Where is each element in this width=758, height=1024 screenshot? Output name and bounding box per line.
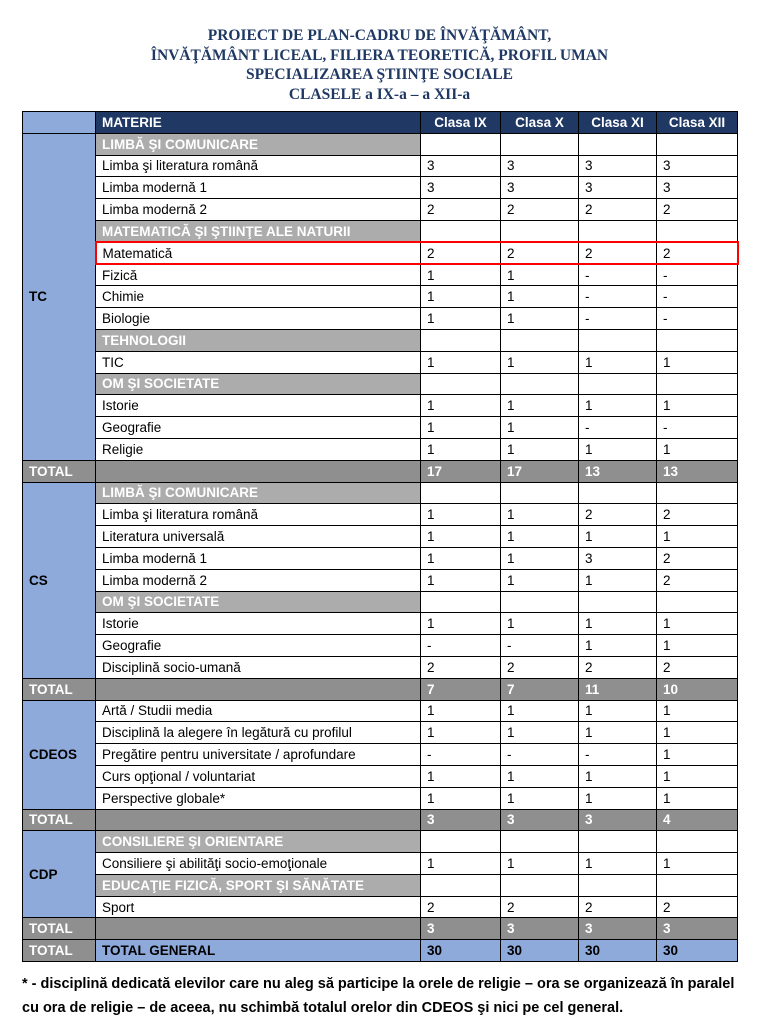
- subject-row: [23, 635, 738, 657]
- subject-name-cell: Disciplină la alegere în legătură cu profilul: [96, 722, 421, 744]
- subject-name-cell: Limba modernă 1: [96, 547, 421, 569]
- empty-value-cell: [421, 329, 501, 351]
- subject-name-cell: Limba şi literatura română: [96, 504, 421, 526]
- value-cell: 2: [501, 896, 579, 918]
- value-cell: -: [421, 744, 501, 766]
- subject-row: [23, 199, 738, 221]
- empty-value-cell: [421, 591, 501, 613]
- empty-value-cell: [501, 874, 579, 896]
- value-cell: 2: [501, 199, 579, 221]
- section-header-cell: LIMBĂ ŞI COMUNICARE: [96, 133, 421, 155]
- value-cell: 1: [501, 308, 579, 330]
- subject-name-cell: Limba şi literatura română: [96, 155, 421, 177]
- empty-value-cell: [421, 482, 501, 504]
- value-cell: 1: [421, 351, 501, 373]
- section-header-cell: OM ŞI SOCIETATE: [96, 591, 421, 613]
- value-cell: 1: [421, 504, 501, 526]
- value-cell: 1: [501, 853, 579, 875]
- section-row: [23, 373, 738, 395]
- value-cell: 2: [421, 896, 501, 918]
- subject-name-cell: Istorie: [96, 395, 421, 417]
- value-cell: 1: [421, 308, 501, 330]
- value-cell: 1: [657, 351, 738, 373]
- empty-value-cell: [501, 591, 579, 613]
- section-header-cell: EDUCAŢIE FIZICĂ, SPORT ŞI SĂNĂTATE: [96, 874, 421, 896]
- section-row: [23, 831, 738, 853]
- value-cell: 1: [421, 765, 501, 787]
- value-cell: 1: [657, 635, 738, 657]
- value-cell: 1: [579, 395, 657, 417]
- value-cell: 2: [421, 656, 501, 678]
- subject-name-cell: Artă / Studii media: [96, 700, 421, 722]
- value-cell: -: [657, 264, 738, 286]
- total-value-cell: 3: [501, 809, 579, 831]
- grand-row: [23, 940, 738, 962]
- empty-value-cell: [657, 874, 738, 896]
- subject-row: [23, 896, 738, 918]
- value-cell: 2: [657, 242, 738, 264]
- group-cell-cs: CS: [23, 482, 96, 678]
- empty-value-cell: [501, 133, 579, 155]
- column-header-clasa-x: Clasa X: [501, 112, 579, 134]
- value-cell: 3: [421, 177, 501, 199]
- value-cell: -: [657, 417, 738, 439]
- corner-cell: [23, 112, 96, 134]
- empty-value-cell: [421, 133, 501, 155]
- value-cell: 1: [579, 635, 657, 657]
- subject-name-cell: Disciplină socio-umană: [96, 656, 421, 678]
- subject-row: [23, 744, 738, 766]
- value-cell: 1: [421, 787, 501, 809]
- subject-name-cell: Matematică: [96, 242, 421, 264]
- value-cell: 2: [657, 896, 738, 918]
- value-cell: 1: [501, 351, 579, 373]
- value-cell: 1: [579, 438, 657, 460]
- subject-name-cell: Geografie: [96, 417, 421, 439]
- total-value-cell: 3: [579, 918, 657, 940]
- subject-name-cell: TIC: [96, 351, 421, 373]
- value-cell: -: [579, 744, 657, 766]
- empty-value-cell: [579, 220, 657, 242]
- section-row: [23, 874, 738, 896]
- value-cell: 1: [657, 722, 738, 744]
- section-row: [23, 591, 738, 613]
- value-cell: 2: [657, 547, 738, 569]
- value-cell: 1: [501, 722, 579, 744]
- value-cell: 2: [421, 199, 501, 221]
- value-cell: -: [501, 744, 579, 766]
- subject-row: [23, 787, 738, 809]
- subject-row: [23, 722, 738, 744]
- group-cell-cdp: CDP: [23, 831, 96, 918]
- value-cell: 3: [501, 177, 579, 199]
- subject-name-cell: Curs opţional / voluntariat: [96, 765, 421, 787]
- total-value-cell: 7: [421, 678, 501, 700]
- value-cell: 1: [421, 417, 501, 439]
- subject-row: [23, 308, 738, 330]
- section-row: [23, 220, 738, 242]
- value-cell: -: [657, 286, 738, 308]
- value-cell: 1: [579, 787, 657, 809]
- total-value-cell: 4: [657, 809, 738, 831]
- empty-value-cell: [579, 133, 657, 155]
- value-cell: 3: [579, 547, 657, 569]
- section-header-cell: LIMBĂ ŞI COMUNICARE: [96, 482, 421, 504]
- subject-row: [23, 395, 738, 417]
- column-header-clasa-ix: Clasa IX: [421, 112, 501, 134]
- value-cell: 1: [579, 700, 657, 722]
- total-spacer-cell: [96, 678, 421, 700]
- group-cell-tc: TC: [23, 133, 96, 460]
- subject-row: [23, 700, 738, 722]
- column-header-materie: MATERIE: [96, 112, 421, 134]
- grand-total-value-cell: 30: [579, 940, 657, 962]
- empty-value-cell: [501, 373, 579, 395]
- empty-value-cell: [501, 329, 579, 351]
- empty-value-cell: [579, 874, 657, 896]
- total-row: [23, 678, 738, 700]
- total-value-cell: 17: [421, 460, 501, 482]
- total-value-cell: 3: [579, 809, 657, 831]
- empty-value-cell: [657, 329, 738, 351]
- value-cell: 2: [579, 656, 657, 678]
- subject-name-cell: Religie: [96, 438, 421, 460]
- subject-row: [23, 613, 738, 635]
- value-cell: 3: [579, 155, 657, 177]
- subject-row: [23, 569, 738, 591]
- value-cell: 1: [421, 722, 501, 744]
- value-cell: 1: [421, 286, 501, 308]
- value-cell: 1: [579, 613, 657, 635]
- footnote: * - disciplină dedicată elevilor care nu aleg să participe la orele de religie – ora se organizează în paralel cu ora de religie – de aceea, nu schimbă totalul orelor din CDEOS şi nici pe cel general.: [22, 976, 735, 1017]
- value-cell: 1: [421, 526, 501, 548]
- value-cell: 1: [501, 438, 579, 460]
- subject-row: [23, 765, 738, 787]
- total-value-cell: 3: [501, 918, 579, 940]
- value-cell: 1: [421, 395, 501, 417]
- value-cell: 1: [579, 853, 657, 875]
- total-label-cell: TOTAL: [23, 809, 96, 831]
- value-cell: 1: [421, 569, 501, 591]
- value-cell: 1: [657, 700, 738, 722]
- value-cell: 1: [501, 264, 579, 286]
- document-title: [22, 26, 737, 104]
- value-cell: -: [579, 308, 657, 330]
- value-cell: 2: [657, 656, 738, 678]
- value-cell: 1: [657, 787, 738, 809]
- value-cell: 3: [579, 177, 657, 199]
- title-line-3: SPECIALIZAREA ŞTIINŢE SOCIALE: [245, 66, 514, 83]
- total-value-cell: 3: [421, 809, 501, 831]
- value-cell: 1: [657, 438, 738, 460]
- total-value-cell: 13: [579, 460, 657, 482]
- value-cell: 1: [501, 613, 579, 635]
- empty-value-cell: [501, 831, 579, 853]
- value-cell: 2: [657, 504, 738, 526]
- total-row: [23, 918, 738, 940]
- subject-name-cell: Istorie: [96, 613, 421, 635]
- value-cell: 1: [657, 744, 738, 766]
- subject-name-cell: Limba modernă 1: [96, 177, 421, 199]
- value-cell: 2: [579, 896, 657, 918]
- value-cell: 1: [501, 547, 579, 569]
- subject-name-cell: Fizică: [96, 264, 421, 286]
- total-value-cell: 11: [579, 678, 657, 700]
- subject-row: [23, 417, 738, 439]
- value-cell: 1: [501, 286, 579, 308]
- value-cell: 1: [501, 700, 579, 722]
- value-cell: 1: [579, 722, 657, 744]
- value-cell: 1: [501, 417, 579, 439]
- subject-name-cell: Sport: [96, 896, 421, 918]
- subject-row: [23, 351, 738, 373]
- empty-value-cell: [657, 133, 738, 155]
- subject-name-cell: Perspective globale*: [96, 787, 421, 809]
- total-row: [23, 809, 738, 831]
- group-cell-cdeos: CDEOS: [23, 700, 96, 809]
- section-header-cell: MATEMATICĂ ŞI ŞTIINŢE ALE NATURII: [96, 220, 421, 242]
- header-row: [23, 112, 738, 134]
- total-value-cell: 13: [657, 460, 738, 482]
- value-cell: 1: [657, 526, 738, 548]
- subject-name-cell: Geografie: [96, 635, 421, 657]
- subject-row: [23, 438, 738, 460]
- subject-row: [23, 547, 738, 569]
- empty-value-cell: [501, 220, 579, 242]
- title-line-2: ÎNVĂŢĂMÂNT LICEAL, FILIERA TEORETICĂ, PROFIL UMAN: [150, 46, 609, 64]
- subject-row: [23, 286, 738, 308]
- empty-value-cell: [579, 591, 657, 613]
- value-cell: 1: [501, 569, 579, 591]
- value-cell: 1: [657, 613, 738, 635]
- title-line-4: CLASELE a IX-a – a XII-a: [288, 85, 471, 103]
- value-cell: 1: [501, 765, 579, 787]
- empty-value-cell: [421, 220, 501, 242]
- section-row: [23, 329, 738, 351]
- value-cell: 1: [501, 504, 579, 526]
- value-cell: -: [579, 286, 657, 308]
- total-label-cell: TOTAL: [23, 460, 96, 482]
- total-value-cell: 10: [657, 678, 738, 700]
- section-header-cell: CONSILIERE ŞI ORIENTARE: [96, 831, 421, 853]
- column-header-clasa-xi: Clasa XI: [579, 112, 657, 134]
- value-cell: -: [421, 635, 501, 657]
- plan-table: [22, 111, 739, 962]
- value-cell: 1: [579, 569, 657, 591]
- subject-name-cell: Pregătire pentru universitate / aprofundare: [96, 744, 421, 766]
- value-cell: 1: [657, 395, 738, 417]
- value-cell: 3: [657, 155, 738, 177]
- empty-value-cell: [579, 373, 657, 395]
- section-header-cell: TEHNOLOGII: [96, 329, 421, 351]
- section-header-cell: OM ŞI SOCIETATE: [96, 373, 421, 395]
- subject-name-cell: Chimie: [96, 286, 421, 308]
- value-cell: 1: [657, 853, 738, 875]
- value-cell: 1: [579, 765, 657, 787]
- value-cell: 1: [579, 351, 657, 373]
- subject-name-cell: Limba modernă 2: [96, 569, 421, 591]
- value-cell: 1: [501, 395, 579, 417]
- value-cell: 1: [501, 787, 579, 809]
- value-cell: -: [657, 308, 738, 330]
- value-cell: 1: [579, 526, 657, 548]
- value-cell: 2: [421, 242, 501, 264]
- value-cell: 1: [421, 547, 501, 569]
- empty-value-cell: [657, 220, 738, 242]
- grand-total-value-cell: 30: [501, 940, 579, 962]
- value-cell: 1: [501, 526, 579, 548]
- value-cell: 1: [657, 765, 738, 787]
- value-cell: 3: [657, 177, 738, 199]
- value-cell: 1: [421, 438, 501, 460]
- subject-row: [23, 155, 738, 177]
- value-cell: 1: [421, 700, 501, 722]
- title-line-1: PROIECT DE PLAN-CADRU DE ÎNVĂŢĂMÂNT,: [207, 27, 552, 44]
- value-cell: 2: [579, 504, 657, 526]
- total-value-cell: 7: [501, 678, 579, 700]
- empty-value-cell: [501, 482, 579, 504]
- value-cell: 1: [421, 613, 501, 635]
- empty-value-cell: [421, 831, 501, 853]
- value-cell: 2: [657, 569, 738, 591]
- value-cell: 2: [579, 199, 657, 221]
- value-cell: 2: [501, 242, 579, 264]
- grand-total-value-cell: 30: [657, 940, 738, 962]
- total-spacer-cell: [96, 460, 421, 482]
- value-cell: 2: [657, 199, 738, 221]
- total-row: [23, 460, 738, 482]
- empty-value-cell: [579, 329, 657, 351]
- subject-row: [23, 264, 738, 286]
- section-row: [23, 482, 738, 504]
- empty-value-cell: [657, 482, 738, 504]
- grand-total-label-cell: TOTAL GENERAL: [96, 940, 421, 962]
- subject-name-cell: Literatura universală: [96, 526, 421, 548]
- value-cell: 1: [421, 853, 501, 875]
- total-spacer-cell: [96, 809, 421, 831]
- subject-name-cell: Consiliere şi abilităţi socio-emoţionale: [96, 853, 421, 875]
- subject-row: [23, 656, 738, 678]
- plan-table-body: [23, 112, 738, 962]
- value-cell: 1: [421, 264, 501, 286]
- empty-value-cell: [579, 482, 657, 504]
- total-value-cell: 3: [421, 918, 501, 940]
- value-cell: 2: [579, 242, 657, 264]
- subject-row: [23, 853, 738, 875]
- section-row: [23, 133, 738, 155]
- empty-value-cell: [657, 591, 738, 613]
- total-value-cell: 17: [501, 460, 579, 482]
- value-cell: -: [579, 417, 657, 439]
- subject-name-cell: Limba modernă 2: [96, 199, 421, 221]
- empty-value-cell: [657, 373, 738, 395]
- empty-value-cell: [421, 373, 501, 395]
- value-cell: -: [501, 635, 579, 657]
- highlighted-subject-row: [23, 242, 738, 264]
- total-spacer-cell: [96, 918, 421, 940]
- empty-value-cell: [579, 831, 657, 853]
- subject-row: [23, 526, 738, 548]
- subject-row: [23, 177, 738, 199]
- subject-name-cell: Biologie: [96, 308, 421, 330]
- total-label-cell: TOTAL: [23, 678, 96, 700]
- value-cell: -: [579, 264, 657, 286]
- grand-total-left-cell: TOTAL: [23, 940, 96, 962]
- empty-value-cell: [421, 874, 501, 896]
- total-label-cell: TOTAL: [23, 918, 96, 940]
- value-cell: 3: [421, 155, 501, 177]
- empty-value-cell: [657, 831, 738, 853]
- total-value-cell: 3: [657, 918, 738, 940]
- subject-row: [23, 504, 738, 526]
- column-header-clasa-xii: Clasa XII: [657, 112, 738, 134]
- value-cell: 3: [501, 155, 579, 177]
- value-cell: 2: [501, 656, 579, 678]
- grand-total-value-cell: 30: [421, 940, 501, 962]
